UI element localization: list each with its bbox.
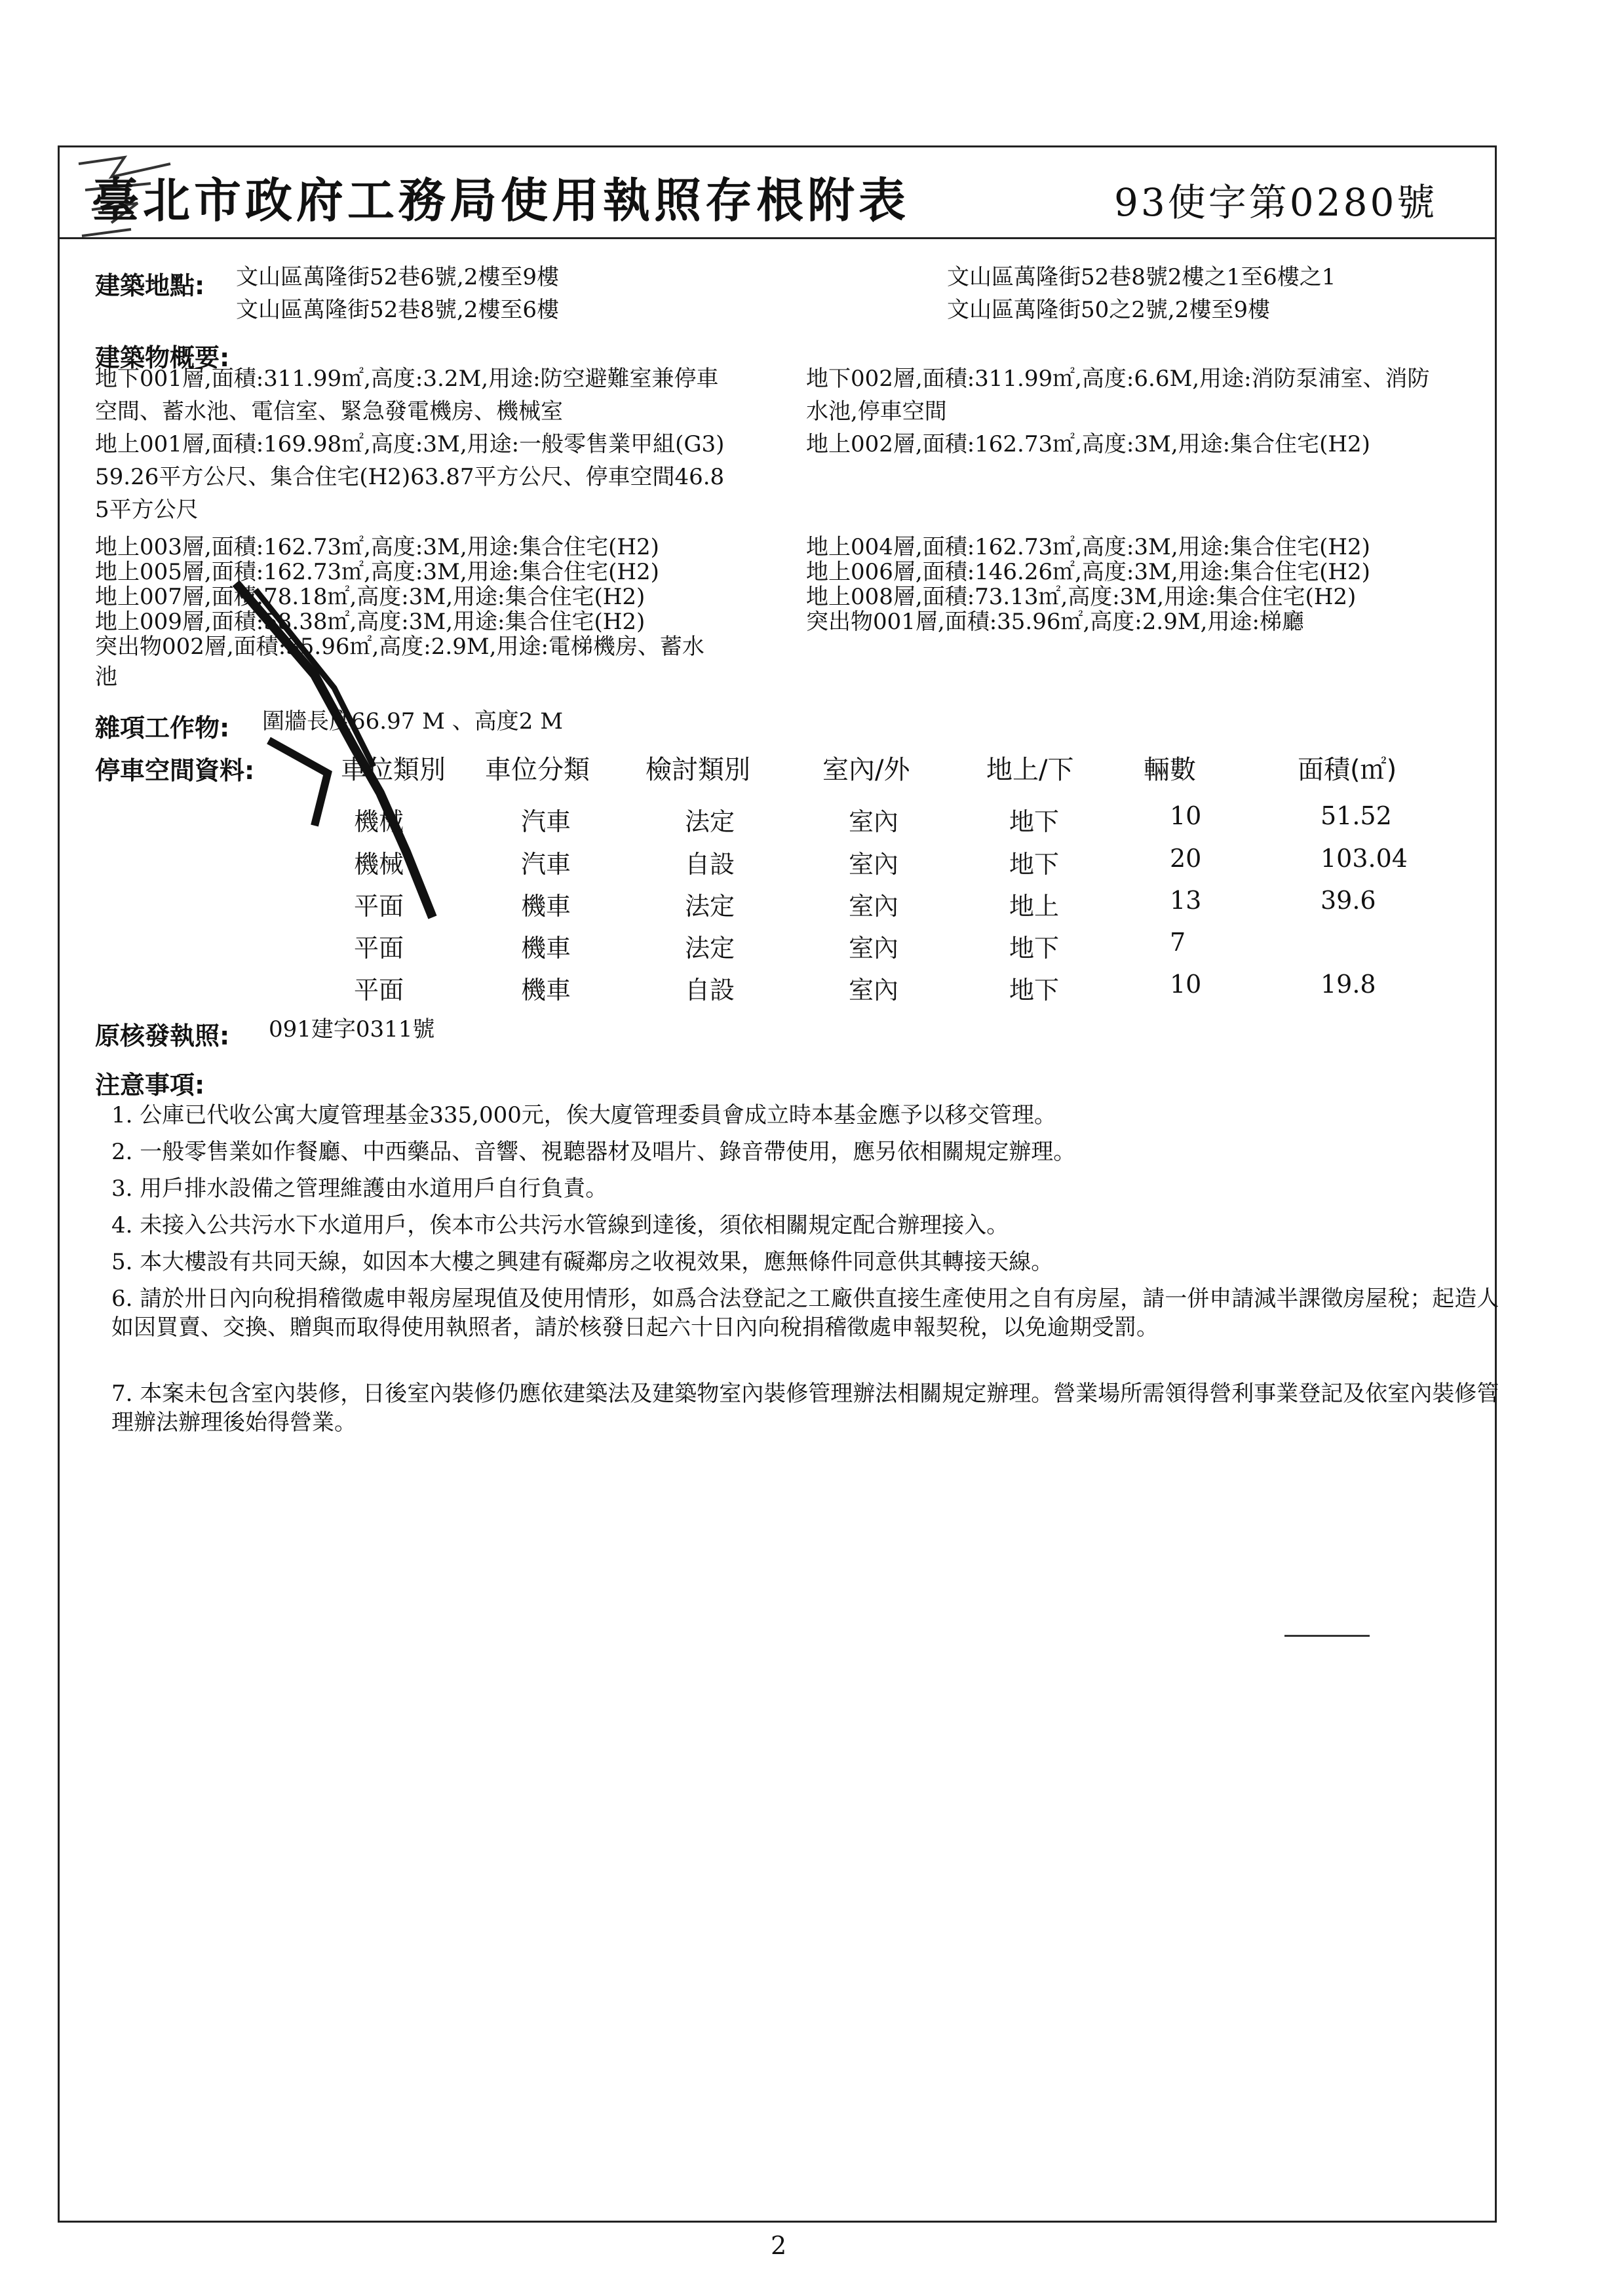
site-address-1: 文山區萬隆街52巷6號,2樓至9樓	[236, 264, 559, 290]
overview-line: 地上009層,面積:58.38㎡,高度:3M,用途:集合住宅(H2)	[95, 609, 646, 635]
note-item: 5. 本大樓設有共同天線，如因本大樓之興建有礙鄰房之收視效果，應無條件同意供其轉接天線。	[111, 1249, 1054, 1275]
note-item: 2. 一般零售業如作餐廳、中西藥品、音響、視聽器材及唱片、錄音帶使用，應另依相關規定辦理。	[111, 1139, 1076, 1165]
parking-cell: 平面	[354, 892, 404, 921]
parking-cell: 地上	[1009, 892, 1060, 921]
overview-line: 地上001層,面積:169.98㎡,高度:3M,用途:一般零售業甲組(G3)	[95, 431, 725, 457]
overview-line: 地上004層,面積:162.73㎡,高度:3M,用途:集合住宅(H2)	[806, 534, 1370, 560]
parking-header: 車位分類	[485, 755, 590, 785]
overview-label: 建築物概要:	[95, 343, 230, 372]
parking-cell: 自設	[685, 850, 735, 879]
overview-line: 空間、蓄水池、電信室、緊急發電機房、機械室	[95, 398, 563, 425]
parking-header: 輛數	[1144, 755, 1196, 785]
notes-label: 注意事項:	[95, 1071, 205, 1100]
overview-line: 地上008層,面積:73.13㎡,高度:3M,用途:集合住宅(H2)	[806, 584, 1357, 610]
dash-mark	[1284, 1635, 1370, 1637]
parking-cell: 13	[1170, 886, 1202, 915]
ink-stroke-mark	[223, 577, 472, 944]
parking-cell: 39.6	[1321, 886, 1376, 915]
parking-cell: 20	[1170, 844, 1202, 873]
parking-cell: 7	[1170, 928, 1186, 957]
overview-line: 地上003層,面積:162.73㎡,高度:3M,用途:集合住宅(H2)	[95, 534, 659, 560]
parking-cell: 汽車	[521, 807, 571, 836]
parking-cell: 法定	[685, 934, 735, 963]
note-item: 4. 未接入公共污水下水道用戶，俟本市公共污水管線到達後，須依相關規定配合辦理接入。	[111, 1212, 1009, 1238]
parking-cell: 地下	[1009, 934, 1060, 963]
permit-number: 93使字第0280號	[1114, 180, 1438, 225]
overview-line: 地上007層,面積:78.18㎡,高度:3M,用途:集合住宅(H2)	[95, 584, 646, 610]
note-item: 1. 公庫已代收公寓大廈管理基金335,000元，俟大廈管理委員會成立時本基金應予以移交管理。	[111, 1102, 1056, 1128]
parking-cell: 103.04	[1321, 844, 1408, 873]
parking-cell: 室內	[849, 934, 899, 963]
original-permit-value: 091建字0311號	[269, 1016, 435, 1043]
note-item: 3. 用戶排水設備之管理維護由水道用戶自行負責。	[111, 1176, 608, 1202]
page-title: 臺北市政府工務局使用執照存根附表	[92, 172, 910, 228]
parking-header: 室內/外	[822, 755, 910, 785]
parking-cell: 室內	[849, 850, 899, 879]
overview-line: 突出物001層,面積:35.96㎡,高度:2.9M,用途:梯廳	[806, 609, 1304, 635]
parking-cell: 地下	[1009, 976, 1060, 1004]
parking-cell: 室內	[849, 807, 899, 836]
site-label: 建築地點:	[95, 271, 205, 300]
site-address-2: 文山區萬隆街52巷8號,2樓至6樓	[236, 297, 559, 323]
overview-line: 59.26平方公尺、集合住宅(H2)63.87平方公尺、停車空間46.8	[95, 464, 725, 490]
parking-cell: 機車	[521, 892, 571, 921]
overview-line: 地下001層,面積:311.99㎡,高度:3.2M,用途:防空避難室兼停車	[95, 366, 719, 392]
parking-header: 地上/下	[986, 755, 1074, 785]
site-address-4: 文山區萬隆街50之2號,2樓至9樓	[947, 297, 1270, 323]
parking-cell: 地下	[1009, 807, 1060, 836]
parking-cell: 室內	[849, 976, 899, 1004]
parking-cell: 機械	[354, 850, 404, 879]
parking-cell: 法定	[685, 892, 735, 921]
note-item: 7. 本案未包含室內裝修，日後室內裝修仍應依建築法及建築物室內裝修管理辦法相關規定辦理。營業場所需領得營利事業登記及依室內裝修管理辦法辦理後始得營業。	[111, 1381, 1499, 1436]
parking-cell: 汽車	[521, 850, 571, 879]
parking-cell: 19.8	[1321, 970, 1376, 999]
overview-line: 池	[95, 664, 117, 690]
overview-line: 水池,停車空間	[806, 398, 947, 425]
overview-line: 5平方公尺	[95, 497, 199, 523]
note-item: 6. 請於卅日內向稅捐稽徵處申報房屋現值及使用情形，如爲合法登記之工廠供直接生產使用之自有房屋，請一併申請減半課徵房屋稅；起造人如因買賣、交換、贈與而取得使用執照者，請於核發日起六十日內向稅捐稽徵處申報契稅，以免逾期受罰。	[111, 1286, 1499, 1341]
parking-cell: 平面	[354, 934, 404, 963]
parking-header: 車位類別	[341, 755, 446, 785]
parking-cell: 機車	[521, 976, 571, 1004]
misc-works-value: 圍牆長度66.97 M 、高度2 M	[262, 708, 564, 735]
parking-cell: 平面	[354, 976, 404, 1004]
overview-line: 地上006層,面積:146.26㎡,高度:3M,用途:集合住宅(H2)	[806, 559, 1370, 585]
parking-cell: 機車	[521, 934, 571, 963]
overview-line: 地上005層,面積:162.73㎡,高度:3M,用途:集合住宅(H2)	[95, 559, 659, 585]
parking-cell: 機械	[354, 807, 404, 836]
overview-line: 地上002層,面積:162.73㎡,高度:3M,用途:集合住宅(H2)	[806, 431, 1370, 457]
site-address-3: 文山區萬隆街52巷8號2樓之1至6樓之1	[947, 264, 1336, 290]
parking-label: 停車空間資料:	[95, 756, 255, 785]
parking-cell: 10	[1170, 970, 1202, 999]
original-permit-label: 原核發執照:	[95, 1022, 230, 1050]
parking-cell: 法定	[685, 807, 735, 836]
page-number: 2	[771, 2231, 787, 2260]
parking-cell: 室內	[849, 892, 899, 921]
parking-cell: 自設	[685, 976, 735, 1004]
parking-cell: 51.52	[1321, 801, 1392, 830]
parking-cell: 地下	[1009, 850, 1060, 879]
title-divider	[58, 237, 1497, 239]
overview-line: 地下002層,面積:311.99㎡,高度:6.6M,用途:消防泵浦室、消防	[806, 366, 1430, 392]
parking-header: 面積(㎡)	[1298, 755, 1397, 785]
overview-line: 突出物002層,面積:35.96㎡,高度:2.9M,用途:電梯機房、蓄水	[95, 634, 704, 660]
parking-header: 檢討類別	[646, 755, 750, 785]
parking-cell: 10	[1170, 801, 1202, 830]
misc-works-label: 雜項工作物:	[95, 714, 230, 742]
